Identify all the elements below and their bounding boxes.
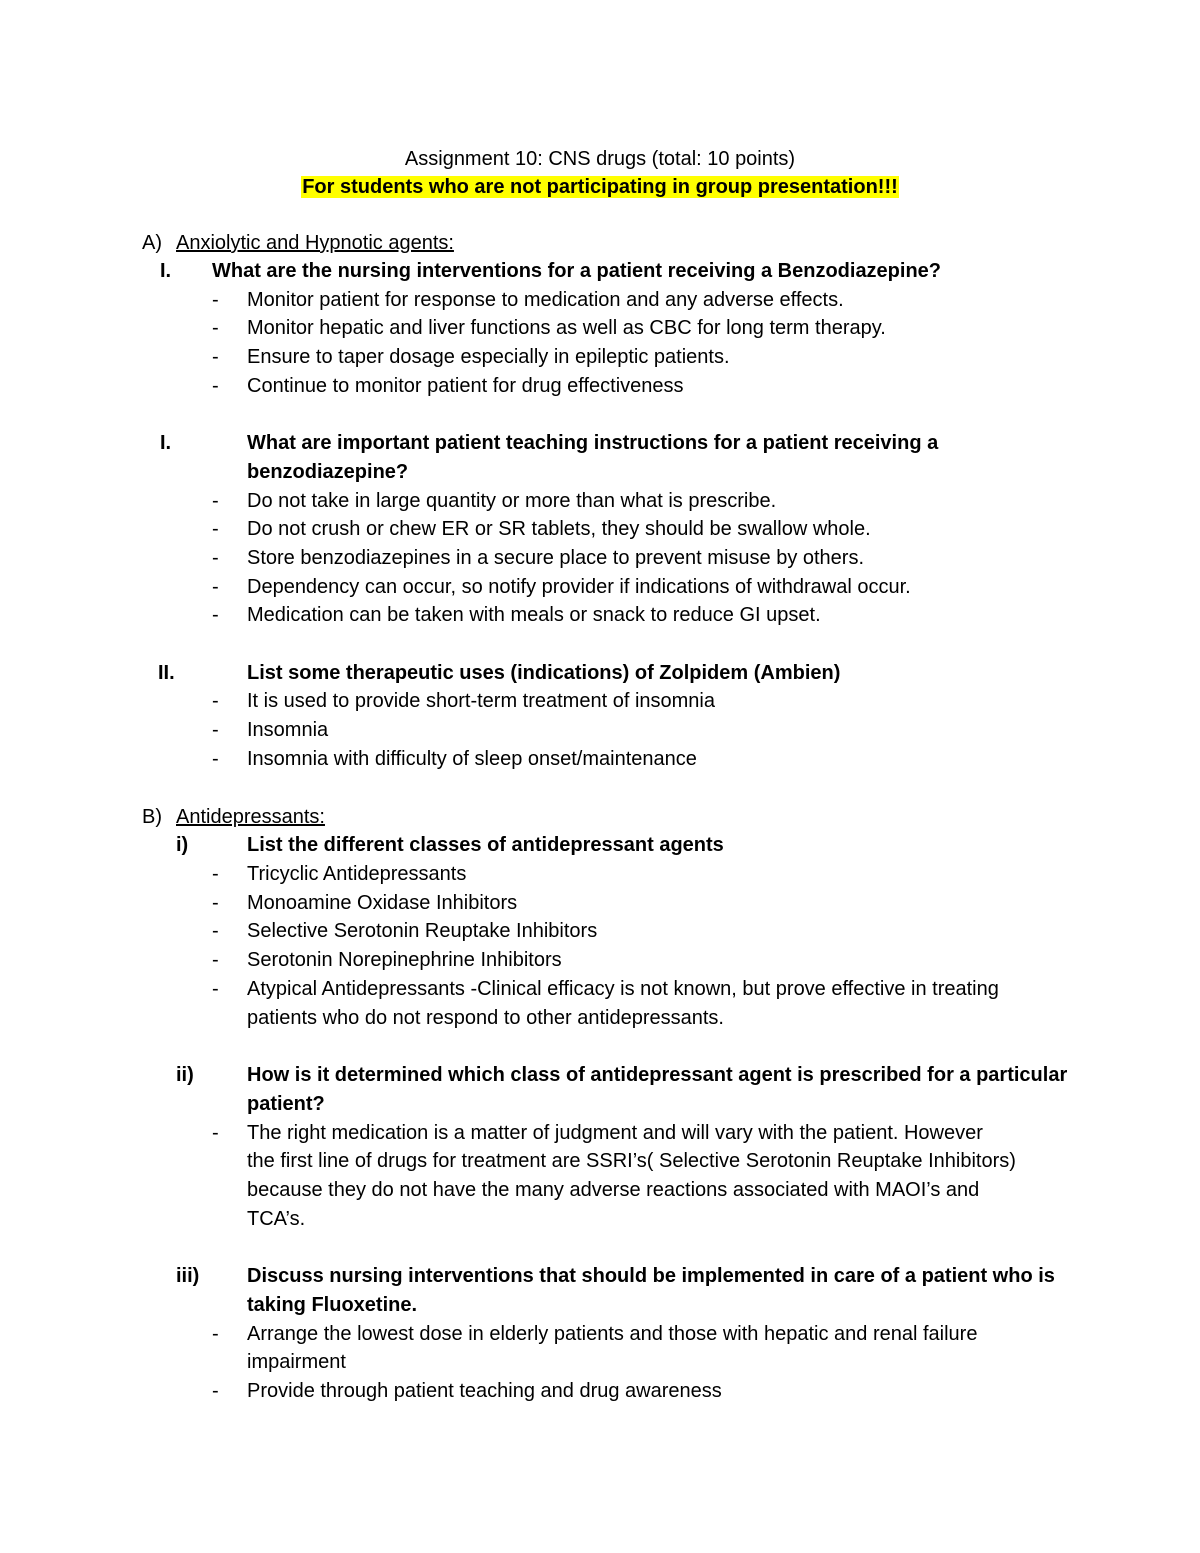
- bullet-dash: -: [212, 490, 219, 512]
- bullet-dash: -: [212, 547, 219, 569]
- bullet-text: Dependency can occur, so notify provider if indications of withdrawal occur.: [247, 576, 911, 598]
- bullet-text: the first line of drugs for treatment are SSRI’s( Selective Serotonin Reuptake Inhibitors): [247, 1150, 1016, 1172]
- question-text: taking Fluoxetine.: [247, 1294, 418, 1316]
- bullet-text: Medication can be taken with meals or snack to reduce GI upset.: [247, 604, 821, 626]
- section-title: Antidepressants:: [176, 806, 325, 828]
- bullet-text: Arrange the lowest dose in elderly patients and those with hepatic and renal failure: [247, 1323, 978, 1345]
- bullet-dash: -: [212, 1323, 219, 1345]
- question-text: benzodiazepine?: [247, 461, 409, 483]
- question-number: i): [176, 834, 189, 856]
- bullet-text: The right medication is a matter of judgment and will vary with the patient. However: [247, 1122, 983, 1144]
- question-number: I.: [160, 260, 172, 282]
- bullet-dash: -: [212, 317, 219, 339]
- bullet-text: Atypical Antidepressants -Clinical efficacy is not known, but prove effective in treating: [247, 978, 999, 1000]
- document-title: Assignment 10: CNS drugs (total: 10 points): [404, 148, 796, 170]
- bullet-dash: -: [212, 1380, 219, 1402]
- bullet-text: It is used to provide short-term treatment of insomnia: [247, 690, 715, 712]
- bullet-dash: -: [212, 978, 219, 1000]
- bullet-text: Ensure to taper dosage especially in epileptic patients.: [247, 346, 730, 368]
- bullet-dash: -: [212, 518, 219, 540]
- bullet-text: Selective Serotonin Reuptake Inhibitors: [247, 920, 598, 942]
- question-number: ii): [176, 1064, 194, 1086]
- bullet-text: Provide through patient teaching and drug awareness: [247, 1380, 722, 1402]
- question-text: List some therapeutic uses (indications) of Zolpidem (Ambien): [247, 662, 841, 684]
- bullet-text: Insomnia with difficulty of sleep onset/maintenance: [247, 748, 697, 770]
- bullet-dash: -: [212, 604, 219, 626]
- highlighted-notice: For students who are not participating in group presentation!!!: [302, 176, 898, 198]
- question-text: What are the nursing interventions for a patient receiving a Benzodiazepine?: [212, 260, 942, 282]
- section-title: Anxiolytic and Hypnotic agents:: [176, 232, 454, 254]
- bullet-text: Insomnia: [247, 719, 329, 741]
- bullet-text: patients who do not respond to other antidepressants.: [247, 1007, 724, 1029]
- bullet-text: Continue to monitor patient for drug effectiveness: [247, 375, 684, 397]
- question-number: I.: [160, 432, 172, 454]
- bullet-text: Do not crush or chew ER or SR tablets, they should be swallow whole.: [247, 518, 871, 540]
- bullet-dash: -: [212, 920, 219, 942]
- bullet-dash: -: [212, 719, 219, 741]
- bullet-dash: -: [212, 375, 219, 397]
- question-text: List the different classes of antidepressant agents: [247, 834, 724, 856]
- bullet-dash: -: [212, 576, 219, 598]
- bullet-dash: -: [212, 346, 219, 368]
- question-text: How is it determined which class of antidepressant agent is prescribed for a particular: [247, 1064, 1068, 1086]
- bullet-dash: -: [212, 1122, 219, 1144]
- bullet-text: because they do not have the many adverse reactions associated with MAOI’s and: [247, 1179, 980, 1201]
- section-label: B): [142, 806, 162, 828]
- bullet-dash: -: [212, 748, 219, 770]
- question-text: What are important patient teaching instructions for a patient receiving a: [247, 432, 939, 454]
- bullet-text: Do not take in large quantity or more than what is prescribe.: [247, 490, 777, 512]
- bullet-text: Monitor patient for response to medication and any adverse effects.: [247, 289, 844, 311]
- section-label: A): [142, 232, 162, 254]
- question-text: patient?: [247, 1093, 325, 1115]
- bullet-text: TCA’s.: [247, 1208, 306, 1230]
- bullet-dash: -: [212, 949, 219, 971]
- question-text: Discuss nursing interventions that should be implemented in care of a patient who is: [247, 1265, 1055, 1287]
- bullet-text: Monitor hepatic and liver functions as well as CBC for long term therapy.: [247, 317, 886, 339]
- bullet-dash: -: [212, 892, 219, 914]
- bullet-dash: -: [212, 690, 219, 712]
- bullet-dash: -: [212, 289, 219, 311]
- bullet-text: Serotonin Norepinephrine Inhibitors: [247, 949, 562, 971]
- bullet-text: Monoamine Oxidase Inhibitors: [247, 892, 518, 914]
- notice-banner-wrap: [0, 173, 1200, 201]
- question-number: II.: [158, 662, 175, 684]
- bullet-text: Tricyclic Antidepressants: [247, 863, 467, 885]
- question-number: iii): [176, 1265, 200, 1287]
- bullet-text: Store benzodiazepines in a secure place to prevent misuse by others.: [247, 547, 865, 569]
- bullet-text: impairment: [247, 1351, 346, 1373]
- bullet-dash: -: [212, 863, 219, 885]
